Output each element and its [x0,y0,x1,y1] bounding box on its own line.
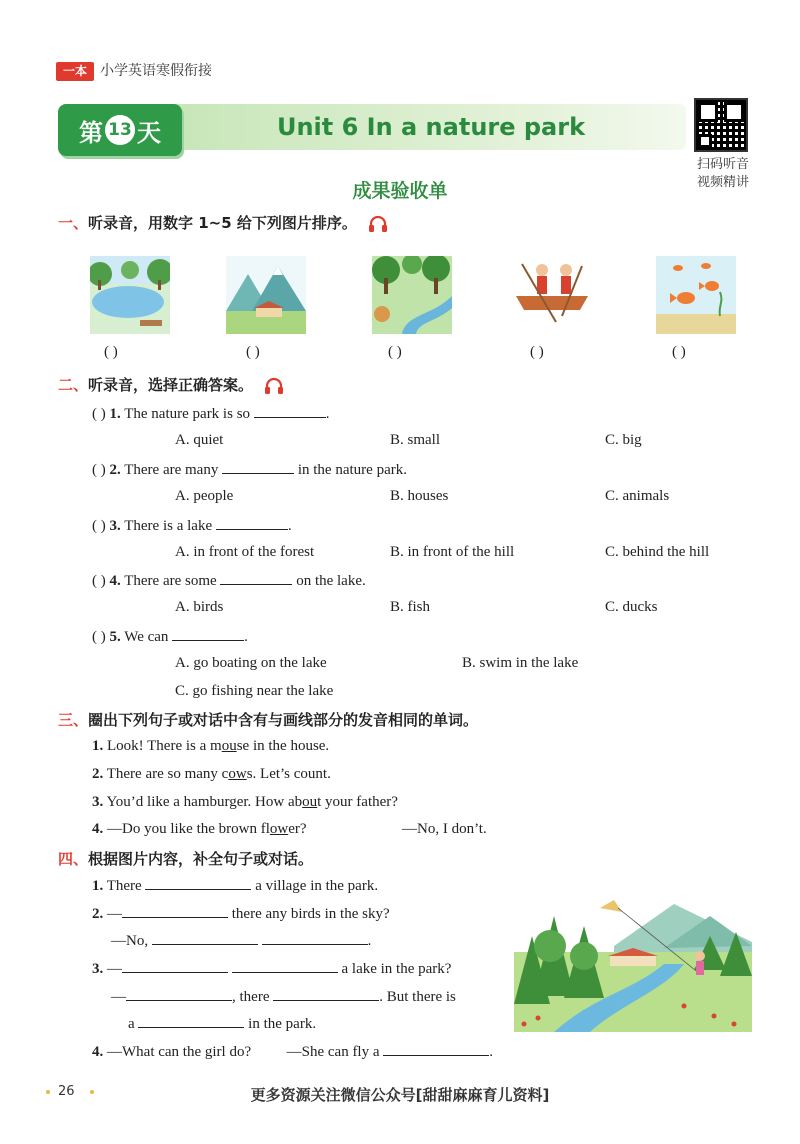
option-a: A. people [175,488,234,504]
answer-blank[interactable] [383,1042,489,1056]
answer-blank[interactable] [138,1014,244,1028]
question-stem: There are some [124,573,217,589]
item-number: 1. [92,738,104,754]
underlined-sound: ow [228,766,247,782]
sentence-part: a [128,1016,135,1032]
item-number: 4. [92,1044,104,1060]
footer-text: 更多资源关注微信公众号[甜甜麻麻育儿资料] [250,1086,550,1104]
answer-blank[interactable] [220,571,292,585]
option-a: A. go boating on the lake [175,655,327,671]
option-b: B. in front of the hill [390,544,515,560]
fill-item-1 [92,876,378,895]
sentence-part: —Do you like the brown fl [107,821,270,837]
question-stem: We can [124,629,169,645]
answer-blank[interactable] [126,987,232,1001]
brand-logo: 一本 [56,62,94,81]
section-1-number: 一、 [58,214,89,232]
phonics-item-4-reply: —No, I don’t. [402,821,487,837]
sentence-part: in the park. [248,1016,317,1032]
option-c: C. behind the hill [605,544,710,560]
fill-item-3-reply-cont [128,1014,316,1033]
option-a: A. birds [175,599,224,615]
sentence-part: —What can the girl do? [107,1044,252,1060]
section-4-text: 根据图片内容，补全句子或对话。 [88,850,314,868]
fill-item-3-reply [111,987,456,1006]
item-number: 3. [92,794,104,810]
headphone-icon[interactable] [264,377,284,395]
sentence-part: There are so many c [106,766,229,782]
sentence-part: . But there is [379,989,456,1005]
question-2 [92,460,407,479]
answer-paren-1[interactable]: ( ) [104,344,118,360]
question-4 [92,571,366,590]
section-1-text: 听录音，用数字 1~5 给下列图片排序。 [88,214,357,232]
question-number: 2. [109,462,121,478]
sentence-part: Look! There is a m [107,738,222,754]
option-a: A. in front of the forest [175,544,315,560]
question-1 [92,404,330,423]
sentence-part: — [107,961,122,977]
phonics-item-3 [92,794,398,811]
answer-blank[interactable] [145,876,251,890]
section-2-heading [58,374,284,395]
question-5 [92,627,248,646]
answer-blank[interactable] [152,931,258,945]
phonics-item-2 [92,766,331,783]
option-b: B. fish [390,599,431,615]
picture-boating [512,256,592,334]
option-a: A. quiet [175,432,224,448]
park-illustration [514,886,752,1032]
answer-blank[interactable] [122,959,228,973]
question-3 [92,516,292,535]
sentence-part: —No, [111,933,149,949]
answer-paren-5[interactable]: ( ) [672,344,686,360]
question-stem-end: . [325,406,330,422]
day-prefix: 第 [79,118,103,147]
sentence-part: er? [288,821,307,837]
sentence-part: — [111,989,126,1005]
sentence-part: a lake in the park? [341,961,452,977]
sentence-part: there any birds in the sky? [231,906,390,922]
answer-paren[interactable]: ( ) [92,629,106,645]
answer-blank[interactable] [122,904,228,918]
question-stem-end: . [287,518,292,534]
section-3-heading [58,709,478,730]
sentence-part: — [107,906,122,922]
question-number: 1. [109,406,121,422]
option-b: B. small [390,432,441,448]
answer-paren-3[interactable]: ( ) [388,344,402,360]
fill-item-3 [92,959,451,978]
option-b: B. swim in the lake [462,655,579,671]
picture-fish [656,256,736,334]
option-c: C. animals [605,488,670,504]
underlined-sound: ou [302,794,318,810]
qr-caption-line-2: 视频精讲 [696,175,749,190]
answer-paren-2[interactable]: ( ) [246,344,260,360]
answer-paren[interactable]: ( ) [92,462,106,478]
item-number: 2. [92,766,104,782]
section-1-heading [58,212,388,233]
item-number: 2. [92,906,104,922]
answer-blank[interactable] [273,987,379,1001]
sentence-part: s. Let’s count. [246,766,331,782]
section-3-text: 圈出下列句子或对话中含有与画线部分的发音相同的单词。 [88,711,479,729]
fill-item-2 [92,904,390,923]
headphone-icon[interactable] [368,215,388,233]
question-stem-end: . [244,629,248,645]
answer-blank[interactable] [262,931,368,945]
sentence-part: t your father? [317,794,398,810]
qr-code-icon[interactable] [694,98,748,152]
phonics-item-4 [92,821,307,838]
unit-title: Unit 6 In a nature park [276,113,586,141]
answer-blank[interactable] [172,627,244,641]
option-c: C. big [605,432,642,448]
phonics-item-1 [92,738,329,755]
day-suffix: 天 [137,118,161,147]
answer-blank[interactable] [232,959,338,973]
question-number: 5. [109,629,121,645]
question-stem: The nature park is so [124,406,251,422]
underlined-sound: ow [269,821,289,837]
sentence-part: You’d like a hamburger. How ab [106,794,303,810]
sentence-part: se in the house. [236,738,330,754]
answer-paren[interactable]: ( ) [92,518,106,534]
section-4-heading [58,848,313,869]
sentence-part: a village in the park. [255,878,379,894]
question-stem-end: on the lake. [296,573,366,589]
underlined-sound: ou [221,738,237,754]
section-3-number: 三、 [58,711,89,729]
picture-lake [90,256,170,334]
question-stem: There are many [124,462,219,478]
item-number: 4. [92,821,104,837]
section-2-number: 二、 [58,376,89,394]
question-number: 4. [109,573,121,589]
picture-mountains [226,256,306,334]
question-number: 3. [109,518,121,534]
sentence-part: —She can fly a [286,1044,380,1060]
option-b: B. houses [390,488,449,504]
fill-item-2-reply [111,931,371,950]
answer-paren[interactable]: ( ) [92,406,106,422]
answer-blank[interactable] [254,404,326,418]
answer-blank[interactable] [222,460,294,474]
picture-forest-river [372,256,452,334]
question-stem-end: in the nature park. [297,462,407,478]
answer-paren[interactable]: ( ) [92,573,106,589]
day-badge [58,104,182,156]
sentence-part: . [367,933,372,949]
doc-title: 成果验收单 [352,180,448,202]
item-number: 3. [92,961,104,977]
option-c: C. ducks [605,599,658,615]
brand-text: 小学英语寒假衔接 [100,63,212,79]
page-number: 26 [58,1084,75,1099]
fill-item-4 [92,1042,493,1061]
answer-paren-4[interactable]: ( ) [530,344,544,360]
section-2-text: 听录音，选择正确答案。 [88,376,254,394]
section-4-number: 四、 [58,850,89,868]
sentence-part: There [106,878,142,894]
question-stem: There is a lake [124,518,213,534]
item-number: 1. [92,878,104,894]
qr-caption-line-1: 扫码听音 [696,157,749,172]
sentence-part: , there [232,989,270,1005]
answer-blank[interactable] [216,516,288,530]
day-number: 13 [105,115,135,145]
sentence-part: . [489,1044,494,1060]
option-c: C. go fishing near the lake [175,683,334,699]
